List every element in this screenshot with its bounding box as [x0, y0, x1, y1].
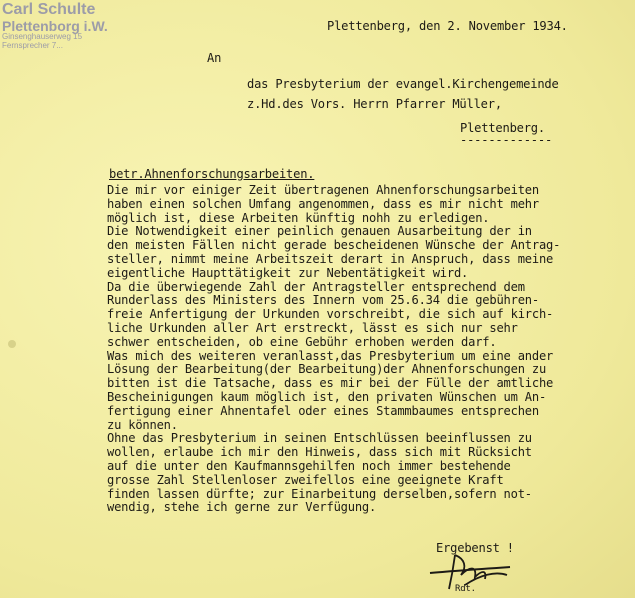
letterhead-city: Plettenborg i.W.	[2, 17, 108, 34]
body-line: liche Urkunden aller Art erstreckt, lässt es sich nur sehr	[107, 320, 518, 335]
recipient-line-3: Plettenberg.	[460, 121, 545, 135]
punch-hole-mark	[8, 340, 16, 348]
recipient-line-1: das Presbyterium der evangel.Kirchengemeinde	[247, 77, 559, 91]
body-line: Was mich des weiteren veranlasst,das Presbyterium um eine ander	[107, 348, 554, 363]
body-line: Ohne das Presbyterium in seinen Entschlüssen beeinflussen zu	[107, 431, 532, 446]
body-line: Bescheinigungen kaum möglich ist, den privaten Wünschen um An-	[107, 389, 547, 404]
recipient-line-2: z.Hd.des Vors. Herrn Pfarrer Müller,	[247, 97, 502, 111]
subject-line: betr.Ahnenforschungsarbeiten.	[109, 167, 315, 181]
body-line: bitten ist die Tatsache, dass es mir bei der Fülle der amtliche	[107, 376, 554, 391]
letterhead-name: Carl Schulte	[2, 1, 96, 18]
body-line: den meisten Fällen nicht gerade bescheidenen Wünsche der Antrag-	[107, 238, 561, 253]
recipient-underline: -------------	[460, 133, 553, 147]
body-line: zu können.	[107, 417, 178, 432]
body-line: grosse Zahl Stellenloser zweifellos eine geeignete Kraft	[107, 472, 504, 487]
letterhead-street: Ginsenghauserweg 15	[2, 32, 83, 42]
body-line: möglich ist, diese Arbeiten künftig nohh zu erledigen.	[107, 210, 490, 225]
body-line: Die mir vor einiger Zeit übertragenen Ahnenforschungsarbeiten	[107, 183, 539, 197]
body-line: wollen, erlaube ich mir den Hinweis, dass sich mit Rücksicht	[107, 445, 532, 460]
body-line: steller, nimmt meine Arbeitszeit derart in Anspruch, dass meine	[107, 251, 554, 266]
body-line: Runderlass des Ministers des Innern vom 25.6.34 die gebühren-	[107, 293, 539, 308]
letterhead-stamp	[2, 2, 127, 50]
body-line: schwer entscheiden, ob eine Gebühr erhoben werden darf.	[107, 334, 497, 349]
body-line: finden lassen dürfte; zur Einarbeitung derselben,sofern not-	[107, 486, 532, 501]
body-line: Die Notwendigkeit einer peinlich genauen Ausarbeitung der in	[107, 224, 532, 239]
body-line: Lösung der Bearbeitung(der Bearbeitung)der Ahnenforschungen zu	[107, 362, 547, 377]
body-line: auf die unter den Kaufmannsgehilfen noch immer bestehende	[107, 458, 511, 473]
date-line: Plettenberg, den 2. November 1934.	[327, 19, 568, 33]
letterhead-phone: Fernsprecher 7...	[2, 40, 63, 50]
body-line: freie Anfertigung der Urkunden vorschreibt, die sich auf kirch-	[107, 307, 554, 322]
closing-line: Ergebenst !	[436, 541, 514, 555]
body-line: eigentliche Haupttätigkeit zur Nebentätigkeit wird.	[107, 265, 469, 280]
body-line: wendig, stehe ich gerne zur Verfügung.	[107, 500, 377, 515]
letter-body	[107, 184, 635, 515]
body-line: haben einen solchen Umfang angenommen, dass es mir nicht mehr	[107, 196, 539, 211]
salutation-to: An	[207, 51, 222, 65]
body-line: Da die überwiegende Zahl der Antragsteller entsprechend dem	[107, 279, 525, 294]
signature-name: Rdt.	[455, 584, 476, 594]
body-line: fertigung einer Ahnentafel oder eines Stammbaumes entsprechen	[107, 403, 539, 418]
